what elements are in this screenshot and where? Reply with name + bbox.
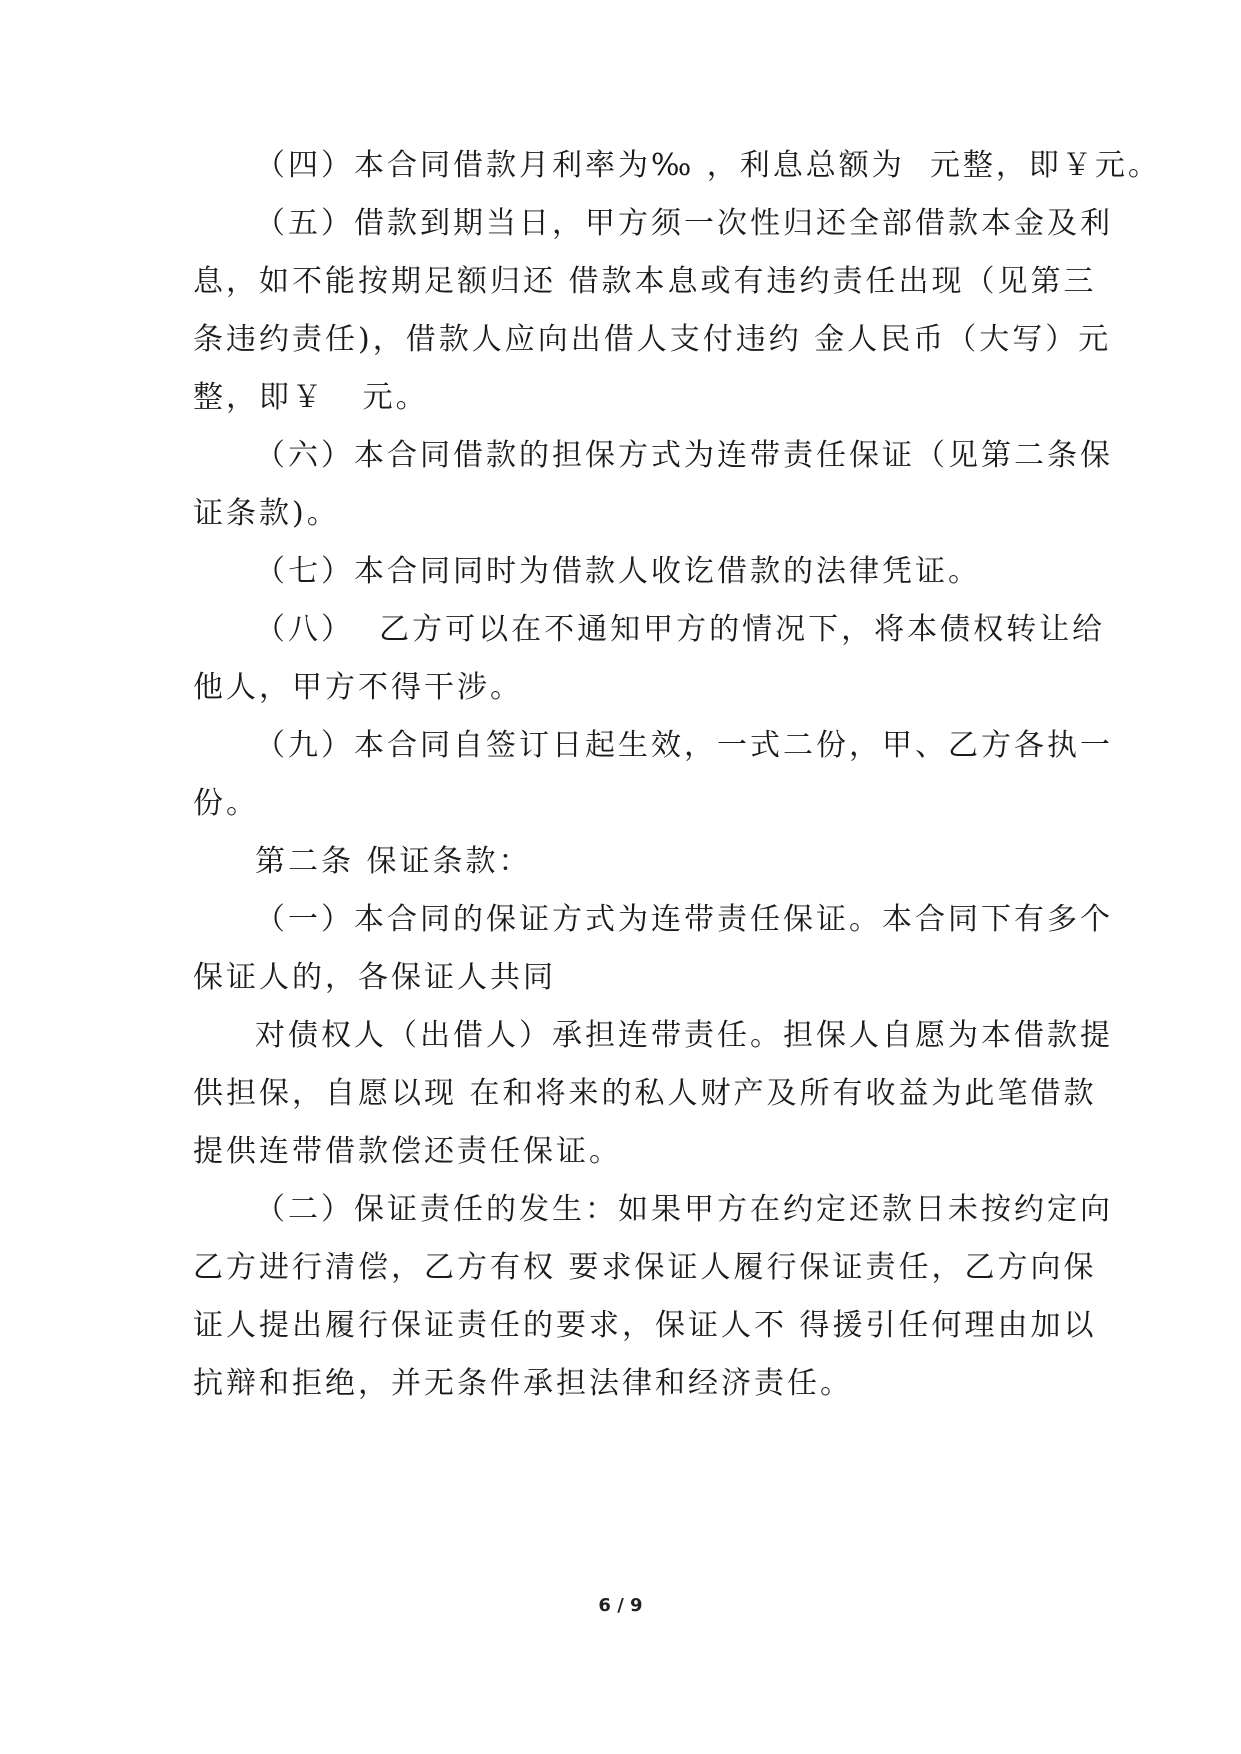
guarantee-paragraph-2-line-2: 乙方进行清偿，乙方有权 要求保证人履行保证责任，乙方向保 (193, 1250, 1097, 1285)
paragraph-5-line-1: （五）借款到期当日，甲方须一次性归还全部借款本金及利 (255, 206, 1113, 241)
guarantee-paragraph-1b-line-1: 对债权人（出借人）承担连带责任。担保人自愿为本借款提 (255, 1018, 1113, 1053)
guarantee-paragraph-2-line-3: 证人提出履行保证责任的要求，保证人不 得援引任何理由加以 (193, 1308, 1097, 1343)
page-number: 6 / 9 (598, 1595, 643, 1616)
paragraph-4-line-1: （四）本合同借款月利率为‰ ，利息总额为 元整，即￥元。 (255, 148, 1161, 183)
paragraph-8-line-1: （八） 乙方可以在不通知甲方的情况下，将本债权转让给 (255, 612, 1106, 647)
paragraph-7-line-1: （七）本合同同时为借款人收讫借款的法律凭证。 (255, 554, 981, 589)
paragraph-9-line-1: （九）本合同自签订日起生效，一式二份，甲、乙方各执一 (255, 728, 1113, 763)
paragraph-5-line-3: 条违约责任)，借款人应向出借人支付违约 金人民币（大写）元 (193, 322, 1112, 357)
guarantee-paragraph-2-line-4: 抗辩和拒绝，并无条件承担法律和经济责任。 (193, 1366, 853, 1401)
guarantee-paragraph-2-line-1: （二）保证责任的发生：如果甲方在约定还款日未按约定向 (255, 1192, 1113, 1227)
guarantee-paragraph-1-line-2: 保证人的，各保证人共同 (193, 960, 556, 995)
guarantee-paragraph-1b-line-2: 供担保，自愿以现 在和将来的私人财产及所有收益为此笔借款 (193, 1076, 1097, 1111)
guarantee-paragraph-1-line-1: （一）本合同的保证方式为连带责任保证。本合同下有多个 (255, 902, 1113, 937)
paragraph-5-line-4: 整，即￥ 元。 (193, 380, 429, 415)
section-heading-article-2: 第二条 保证条款： (255, 844, 532, 879)
paragraph-6-line-1: （六）本合同借款的担保方式为连带责任保证（见第二条保 (255, 438, 1113, 473)
paragraph-6-line-2: 证条款)。 (193, 496, 340, 531)
paragraph-8-line-2: 他人，甲方不得干涉。 (193, 670, 523, 705)
paragraph-9-line-2: 份。 (193, 786, 259, 821)
paragraph-5-line-2: 息，如不能按期足额归还 借款本息或有违约责任出现（见第三 (193, 264, 1097, 299)
guarantee-paragraph-1b-line-3: 提供连带借款偿还责任保证。 (193, 1134, 622, 1169)
